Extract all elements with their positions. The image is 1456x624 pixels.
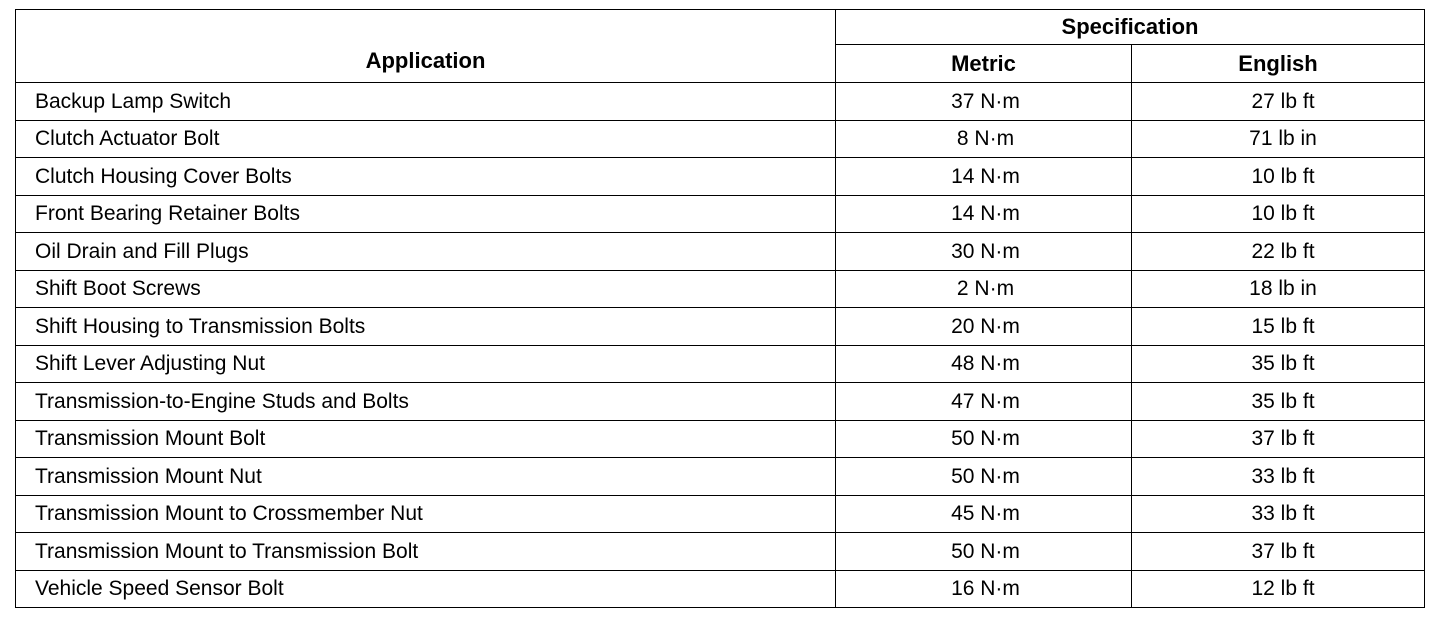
table-row: [16, 383, 1425, 421]
application-cell: Transmission Mount to Transmission Bolt: [16, 533, 836, 571]
metric-cell: 20 N·m: [836, 308, 1132, 346]
metric-cell: 37 N·m: [836, 83, 1132, 121]
table-row: [16, 158, 1425, 196]
table-row: [16, 420, 1425, 458]
table-row: [16, 495, 1425, 533]
column-header-english: English: [1132, 45, 1425, 83]
table-header: [16, 10, 1425, 83]
english-cell: 37 lb ft: [1132, 420, 1425, 458]
column-header-application: Application: [16, 10, 836, 83]
metric-cell: 30 N·m: [836, 233, 1132, 271]
english-cell: 35 lb ft: [1132, 383, 1425, 421]
metric-cell: 2 N·m: [836, 270, 1132, 308]
application-cell: Clutch Actuator Bolt: [16, 120, 836, 158]
application-cell: Transmission-to-Engine Studs and Bolts: [16, 383, 836, 421]
english-cell: 33 lb ft: [1132, 458, 1425, 496]
metric-cell: 47 N·m: [836, 383, 1132, 421]
application-cell: Shift Housing to Transmission Bolts: [16, 308, 836, 346]
metric-cell: 45 N·m: [836, 495, 1132, 533]
metric-cell: 8 N·m: [836, 120, 1132, 158]
application-cell: Transmission Mount Bolt: [16, 420, 836, 458]
application-cell: Transmission Mount Nut: [16, 458, 836, 496]
table-body: [16, 83, 1425, 608]
application-cell: Front Bearing Retainer Bolts: [16, 195, 836, 233]
application-cell: Backup Lamp Switch: [16, 83, 836, 121]
metric-cell: 50 N·m: [836, 533, 1132, 571]
table-row: [16, 120, 1425, 158]
fastener-specification-table: [15, 9, 1425, 608]
application-cell: Vehicle Speed Sensor Bolt: [16, 570, 836, 608]
column-header-metric: Metric: [836, 45, 1132, 83]
table-row: [16, 83, 1425, 121]
table-row: [16, 345, 1425, 383]
table-row: [16, 533, 1425, 571]
application-cell: Shift Boot Screws: [16, 270, 836, 308]
english-cell: 15 lb ft: [1132, 308, 1425, 346]
table-row: [16, 570, 1425, 608]
english-cell: 71 lb in: [1132, 120, 1425, 158]
english-cell: 33 lb ft: [1132, 495, 1425, 533]
english-cell: 27 lb ft: [1132, 83, 1425, 121]
table-row: [16, 233, 1425, 271]
english-cell: 18 lb in: [1132, 270, 1425, 308]
application-cell: Transmission Mount to Crossmember Nut: [16, 495, 836, 533]
application-cell: Clutch Housing Cover Bolts: [16, 158, 836, 196]
metric-cell: 50 N·m: [836, 458, 1132, 496]
english-cell: 10 lb ft: [1132, 195, 1425, 233]
english-cell: 22 lb ft: [1132, 233, 1425, 271]
table-row: [16, 308, 1425, 346]
metric-cell: 50 N·m: [836, 420, 1132, 458]
column-header-specification: Specification: [836, 10, 1425, 45]
metric-cell: 16 N·m: [836, 570, 1132, 608]
english-cell: 10 lb ft: [1132, 158, 1425, 196]
metric-cell: 14 N·m: [836, 158, 1132, 196]
english-cell: 35 lb ft: [1132, 345, 1425, 383]
english-cell: 12 lb ft: [1132, 570, 1425, 608]
table-row: [16, 270, 1425, 308]
header-row-top: [16, 10, 1425, 45]
application-cell: Shift Lever Adjusting Nut: [16, 345, 836, 383]
english-cell: 37 lb ft: [1132, 533, 1425, 571]
application-cell: Oil Drain and Fill Plugs: [16, 233, 836, 271]
metric-cell: 48 N·m: [836, 345, 1132, 383]
metric-cell: 14 N·m: [836, 195, 1132, 233]
table-row: [16, 195, 1425, 233]
table-row: [16, 458, 1425, 496]
